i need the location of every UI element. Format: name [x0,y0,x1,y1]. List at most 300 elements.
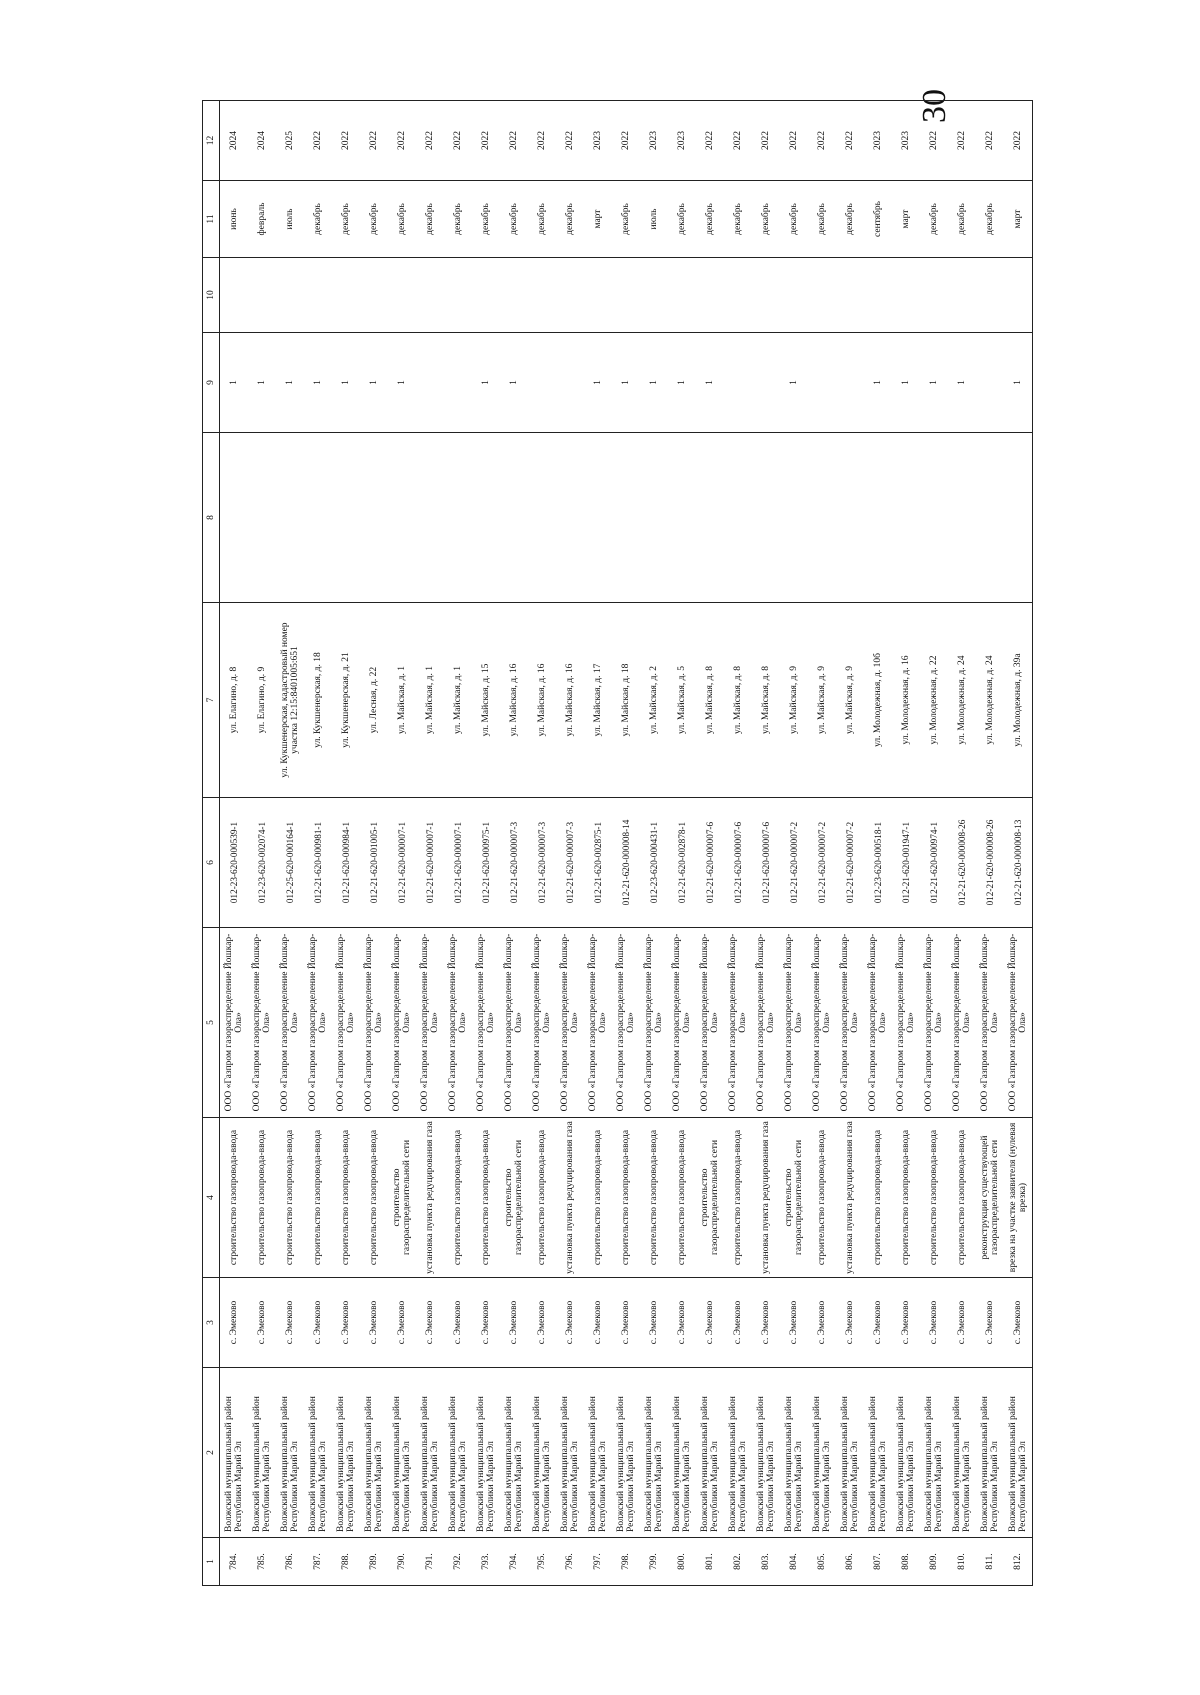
code-cell: 012-21-620-001005-1 [360,798,388,928]
row-number-cell: 792. [444,1538,472,1586]
column-8-cell [836,433,864,603]
column-10-cell [528,258,556,333]
column-8-cell [584,433,612,603]
column-10-cell [948,258,976,333]
organization-cell: ООО «Газпром газораспределение Йошкар-Ола» [976,928,1004,1118]
month-cell: июль [640,181,668,258]
column-8-cell [444,433,472,603]
table-row [388,101,416,1586]
district-cell: Волжский муниципальный район Республики Марий Эл [836,1368,864,1538]
column-9-cell [808,333,836,433]
village-cell: с. Эмеково [668,1278,696,1368]
code-cell: 012-21-620-000007-1 [416,798,444,928]
table-row [920,101,948,1586]
year-cell: 2023 [640,101,668,181]
column-8-cell [780,433,808,603]
village-cell: с. Эмеково [780,1278,808,1368]
row-number-cell: 809. [920,1538,948,1586]
organization-cell: ООО «Газпром газораспределение Йошкар-Ола» [416,928,444,1118]
column-10-cell [640,258,668,333]
year-cell: 2022 [948,101,976,181]
column-10-cell [920,258,948,333]
month-cell: февраль [248,181,276,258]
code-cell: 012-21-620-000007-2 [780,798,808,928]
work-type-cell: строительство газопровода-ввода [892,1118,920,1278]
header-cell: 9 [203,333,220,433]
address-cell: ул. Майская, д. 9 [836,603,864,798]
year-cell: 2022 [612,101,640,181]
district-cell: Волжский муниципальный район Республики Марий Эл [220,1368,249,1538]
column-10-cell [276,258,304,333]
column-9-cell [416,333,444,433]
column-10-cell [668,258,696,333]
column-8-cell [416,433,444,603]
district-cell: Волжский муниципальный район Республики Марий Эл [528,1368,556,1538]
organization-cell: ООО «Газпром газораспределение Йошкар-Ола» [276,928,304,1118]
table-row [780,101,808,1586]
column-9-cell: 1 [668,333,696,433]
table-row [500,101,528,1586]
column-9-cell [752,333,780,433]
column-8-cell [976,433,1004,603]
month-cell: июнь [220,181,249,258]
column-9-cell: 1 [332,333,360,433]
month-cell: декабрь [920,181,948,258]
table-row [584,101,612,1586]
column-10-cell [612,258,640,333]
work-type-cell: установка пункта редуцирования газа [416,1118,444,1278]
year-cell: 2022 [808,101,836,181]
village-cell: с. Эмеково [360,1278,388,1368]
work-type-cell: установка пункта редуцирования газа [556,1118,584,1278]
district-cell: Волжский муниципальный район Республики Марий Эл [584,1368,612,1538]
column-9-cell: 1 [892,333,920,433]
table-row [864,101,892,1586]
year-cell: 2022 [528,101,556,181]
column-9-cell: 1 [500,333,528,433]
row-number-cell: 785. [248,1538,276,1586]
table-row [668,101,696,1586]
column-10-cell [416,258,444,333]
organization-cell: ООО «Газпром газораспределение Йошкар-Ола» [444,928,472,1118]
row-number-cell: 802. [724,1538,752,1586]
village-cell: с. Эмеково [220,1278,249,1368]
organization-cell: ООО «Газпром газораспределение Йошкар-Ола» [528,928,556,1118]
village-cell: с. Эмеково [920,1278,948,1368]
district-cell: Волжский муниципальный район Республики Марий Эл [472,1368,500,1538]
organization-cell: ООО «Газпром газораспределение Йошкар-Ола» [612,928,640,1118]
district-cell: Волжский муниципальный район Республики Марий Эл [360,1368,388,1538]
village-cell: с. Эмеково [1004,1278,1033,1368]
column-9-cell: 1 [248,333,276,433]
column-8-cell [892,433,920,603]
village-cell: с. Эмеково [836,1278,864,1368]
column-8-cell [360,433,388,603]
address-cell: ул. Кукшенерская, д. 18 [304,603,332,798]
code-cell: 012-21-620-000007-3 [556,798,584,928]
table-row [248,101,276,1586]
column-8-cell [500,433,528,603]
column-8-cell [612,433,640,603]
year-cell: 2022 [360,101,388,181]
year-cell: 2022 [500,101,528,181]
table-row [556,101,584,1586]
column-9-cell: 1 [1004,333,1033,433]
work-type-cell: строительство газопровода-ввода [668,1118,696,1278]
address-cell: ул. Майская, д. 1 [444,603,472,798]
work-type-cell: строительство газопровода-ввода [444,1118,472,1278]
table-row [696,101,724,1586]
address-cell: ул. Майская, д. 18 [612,603,640,798]
organization-cell: ООО «Газпром газораспределение Йошкар-Ола» [920,928,948,1118]
table-row [444,101,472,1586]
month-cell: март [584,181,612,258]
month-cell: декабрь [696,181,724,258]
year-cell: 2023 [892,101,920,181]
work-type-cell: строительство газопровода-ввода [948,1118,976,1278]
code-cell: 012-21-620-000974-1 [920,798,948,928]
district-cell: Волжский муниципальный район Республики Марий Эл [304,1368,332,1538]
work-type-cell: строительство газопровода-ввода [332,1118,360,1278]
header-cell: 3 [203,1278,220,1368]
address-cell: ул. Кукшенерская, кадастровый номер участка 12:15:8401005:651 [276,603,304,798]
code-cell: 012-21-620-000007-2 [808,798,836,928]
month-cell: декабрь [528,181,556,258]
organization-cell: ООО «Газпром газораспределение Йошкар-Ола» [780,928,808,1118]
column-10-cell [864,258,892,333]
table-row [304,101,332,1586]
village-cell: с. Эмеково [892,1278,920,1368]
table-row [836,101,864,1586]
code-cell: 012-21-620-000975-1 [472,798,500,928]
column-number-row [203,101,220,1586]
work-type-cell: строительство газопровода-ввода [920,1118,948,1278]
code-cell: 012-21-620-000984-1 [332,798,360,928]
work-type-cell: реконструкция существующей газораспределительной сети [976,1118,1004,1278]
code-cell: 012-21-620-000981-1 [304,798,332,928]
organization-cell: ООО «Газпром газораспределение Йошкар-Ола» [1004,928,1033,1118]
code-cell: 012-23-620-000518-1 [864,798,892,928]
row-number-cell: 787. [304,1538,332,1586]
year-cell: 2022 [780,101,808,181]
address-cell: ул. Лесная, д. 22 [360,603,388,798]
work-type-cell: врезка на участке заявителя (нулевая врезка) [1004,1118,1033,1278]
column-10-cell [808,258,836,333]
organization-cell: ООО «Газпром газораспределение Йошкар-Ола» [584,928,612,1118]
column-9-cell: 1 [276,333,304,433]
village-cell: с. Эмеково [556,1278,584,1368]
address-cell: ул. Майская, д. 16 [556,603,584,798]
month-cell: март [1004,181,1033,258]
column-9-cell: 1 [948,333,976,433]
row-number-cell: 811. [976,1538,1004,1586]
row-number-cell: 795. [528,1538,556,1586]
header-cell: 8 [203,433,220,603]
row-number-cell: 803. [752,1538,780,1586]
month-cell: декабрь [360,181,388,258]
header-cell: 6 [203,798,220,928]
code-cell: 012-21-620-000008-14 [612,798,640,928]
organization-cell: ООО «Газпром газораспределение Йошкар-Ола» [640,928,668,1118]
district-cell: Волжский муниципальный район Республики Марий Эл [500,1368,528,1538]
village-cell: с. Эмеково [304,1278,332,1368]
village-cell: с. Эмеково [752,1278,780,1368]
village-cell: с. Эмеково [528,1278,556,1368]
column-10-cell [1004,258,1033,333]
work-type-cell: строительство газопровода-ввода [276,1118,304,1278]
column-8-cell [948,433,976,603]
code-cell: 012-21-620-000007-6 [724,798,752,928]
year-cell: 2022 [416,101,444,181]
work-type-cell: строительство газораспределительной сети [500,1118,528,1278]
row-number-cell: 786. [276,1538,304,1586]
code-cell: 012-21-620-000007-6 [696,798,724,928]
address-cell: ул. Майская, д. 16 [528,603,556,798]
village-cell: с. Эмеково [388,1278,416,1368]
village-cell: с. Эмеково [276,1278,304,1368]
month-cell: декабрь [388,181,416,258]
organization-cell: ООО «Газпром газораспределение Йошкар-Ола» [500,928,528,1118]
organization-cell: ООО «Газпром газораспределение Йошкар-Ола» [948,928,976,1118]
column-8-cell [864,433,892,603]
district-cell: Волжский муниципальный район Республики Марий Эл [724,1368,752,1538]
address-cell: ул. Майская, д. 9 [808,603,836,798]
organization-cell: ООО «Газпром газораспределение Йошкар-Ола» [836,928,864,1118]
year-cell: 2022 [752,101,780,181]
district-cell: Волжский муниципальный район Республики Марий Эл [276,1368,304,1538]
code-cell: 012-21-620-000007-1 [388,798,416,928]
year-cell: 2024 [220,101,249,181]
work-type-cell: строительство газопровода-ввода [612,1118,640,1278]
row-number-cell: 804. [780,1538,808,1586]
address-cell: ул. Молодежная, д. 24 [976,603,1004,798]
row-number-cell: 805. [808,1538,836,1586]
work-type-cell: строительство газораспределительной сети [388,1118,416,1278]
organization-cell: ООО «Газпром газораспределение Йошкар-Ола» [556,928,584,1118]
column-8-cell [528,433,556,603]
work-type-cell: строительство газопровода-ввода [724,1118,752,1278]
column-10-cell [220,258,249,333]
district-cell: Волжский муниципальный район Республики Марий Эл [892,1368,920,1538]
district-cell: Волжский муниципальный район Республики Марий Эл [808,1368,836,1538]
organization-cell: ООО «Газпром газораспределение Йошкар-Ола» [360,928,388,1118]
column-10-cell [752,258,780,333]
village-cell: с. Эмеково [864,1278,892,1368]
column-9-cell: 1 [220,333,249,433]
table-row [892,101,920,1586]
row-number-cell: 791. [416,1538,444,1586]
village-cell: с. Эмеково [584,1278,612,1368]
header-cell: 12 [203,101,220,181]
year-cell: 2022 [388,101,416,181]
column-9-cell: 1 [864,333,892,433]
district-cell: Волжский муниципальный район Республики Марий Эл [976,1368,1004,1538]
table-row [808,101,836,1586]
table-row [220,101,249,1586]
row-number-cell: 794. [500,1538,528,1586]
district-cell: Волжский муниципальный район Республики Марий Эл [1004,1368,1033,1538]
row-number-cell: 800. [668,1538,696,1586]
month-cell: декабрь [416,181,444,258]
column-8-cell [332,433,360,603]
address-cell: ул. Майская, д. 8 [752,603,780,798]
village-cell: с. Эмеково [444,1278,472,1368]
column-10-cell [332,258,360,333]
year-cell: 2022 [724,101,752,181]
village-cell: с. Эмеково [612,1278,640,1368]
table-row [472,101,500,1586]
code-cell: 012-21-620-000008-26 [976,798,1004,928]
column-9-cell [528,333,556,433]
address-cell: ул. Майская, д. 17 [584,603,612,798]
year-cell: 2023 [668,101,696,181]
work-type-cell: строительство газопровода-ввода [220,1118,249,1278]
year-cell: 2023 [584,101,612,181]
column-10-cell [472,258,500,333]
year-cell: 2022 [472,101,500,181]
district-cell: Волжский муниципальный район Республики Марий Эл [668,1368,696,1538]
district-cell: Волжский муниципальный район Республики Марий Эл [948,1368,976,1538]
row-number-cell: 789. [360,1538,388,1586]
work-type-cell: строительство газопровода-ввода [528,1118,556,1278]
organization-cell: ООО «Газпром газораспределение Йошкар-Ола» [864,928,892,1118]
column-8-cell [640,433,668,603]
work-type-cell: строительство газопровода-ввода [304,1118,332,1278]
row-number-cell: 807. [864,1538,892,1586]
district-cell: Волжский муниципальный район Республики Марий Эл [388,1368,416,1538]
column-8-cell [304,433,332,603]
code-cell: 012-21-620-002878-1 [668,798,696,928]
column-10-cell [360,258,388,333]
column-8-cell [668,433,696,603]
district-cell: Волжский муниципальный район Республики Марий Эл [640,1368,668,1538]
code-cell: 012-21-620-000007-3 [528,798,556,928]
month-cell: декабрь [556,181,584,258]
column-9-cell: 1 [388,333,416,433]
header-cell: 1 [203,1538,220,1586]
organization-cell: ООО «Газпром газораспределение Йошкар-Ола» [892,928,920,1118]
row-number-cell: 796. [556,1538,584,1586]
column-9-cell: 1 [612,333,640,433]
column-10-cell [696,258,724,333]
header-cell: 4 [203,1118,220,1278]
address-cell: ул. Майская, д. 8 [724,603,752,798]
column-9-cell: 1 [360,333,388,433]
table-row [416,101,444,1586]
district-cell: Волжский муниципальный район Республики Марий Эл [864,1368,892,1538]
address-cell: ул. Молодежная, д. 16 [892,603,920,798]
column-8-cell [220,433,249,603]
header-cell: 2 [203,1368,220,1538]
column-9-cell: 1 [696,333,724,433]
rotated-table-container [202,101,1082,1586]
year-cell: 2022 [332,101,360,181]
column-9-cell: 1 [584,333,612,433]
month-cell: декабрь [808,181,836,258]
month-cell: декабрь [304,181,332,258]
work-type-cell: строительство газопровода-ввода [864,1118,892,1278]
row-number-cell: 812. [1004,1538,1033,1586]
code-cell: 012-21-620-002875-1 [584,798,612,928]
column-9-cell: 1 [780,333,808,433]
column-9-cell: 1 [920,333,948,433]
table-body [220,101,1033,1586]
district-cell: Волжский муниципальный район Республики Марий Эл [696,1368,724,1538]
row-number-cell: 797. [584,1538,612,1586]
code-cell: 012-21-620-000007-2 [836,798,864,928]
table-row [948,101,976,1586]
year-cell: 2022 [696,101,724,181]
organization-cell: ООО «Газпром газораспределение Йошкар-Ола» [808,928,836,1118]
district-cell: Волжский муниципальный район Республики Марий Эл [556,1368,584,1538]
district-cell: Волжский муниципальный район Республики Марий Эл [332,1368,360,1538]
month-cell: декабрь [780,181,808,258]
year-cell: 2022 [444,101,472,181]
row-number-cell: 808. [892,1538,920,1586]
address-cell: ул. Молодежная, д. 39а [1004,603,1033,798]
code-cell: 012-21-620-000008-13 [1004,798,1033,928]
table-row [612,101,640,1586]
table-row [1004,101,1033,1586]
table-row [332,101,360,1586]
code-cell: 012-25-620-000164-1 [276,798,304,928]
village-cell: с. Эмеково [416,1278,444,1368]
organization-cell: ООО «Газпром газораспределение Йошкар-Ола» [388,928,416,1118]
address-cell: ул. Кукшенерская, д. 21 [332,603,360,798]
address-cell: ул. Майская, д. 1 [416,603,444,798]
work-type-cell: установка пункта редуцирования газа [836,1118,864,1278]
organization-cell: ООО «Газпром газораспределение Йошкар-Ола» [248,928,276,1118]
row-number-cell: 790. [388,1538,416,1586]
organization-cell: ООО «Газпром газораспределение Йошкар-Ола» [332,928,360,1118]
village-cell: с. Эмеково [248,1278,276,1368]
work-type-cell: строительство газопровода-ввода [808,1118,836,1278]
table-row [724,101,752,1586]
village-cell: с. Эмеково [948,1278,976,1368]
column-9-cell [836,333,864,433]
year-cell: 2022 [976,101,1004,181]
address-cell: ул. Молодежная, д. 10б [864,603,892,798]
district-cell: Волжский муниципальный район Республики Марий Эл [612,1368,640,1538]
code-cell: 012-21-620-001947-1 [892,798,920,928]
column-10-cell [248,258,276,333]
month-cell: декабрь [836,181,864,258]
organization-cell: ООО «Газпром газораспределение Йошкар-Ола» [304,928,332,1118]
code-cell: 012-21-620-000007-6 [752,798,780,928]
month-cell: декабрь [724,181,752,258]
column-10-cell [500,258,528,333]
month-cell: декабрь [976,181,1004,258]
work-type-cell: строительство газопровода-ввода [472,1118,500,1278]
village-cell: с. Эмеково [500,1278,528,1368]
work-type-cell: строительство газопровода-ввода [584,1118,612,1278]
address-cell: ул. Майская, д. 15 [472,603,500,798]
organization-cell: ООО «Газпром газораспределение Йошкар-Ола» [752,928,780,1118]
month-cell: декабрь [332,181,360,258]
address-cell: ул. Молодежная, д. 22 [920,603,948,798]
address-cell: ул. Майская, д. 5 [668,603,696,798]
column-8-cell [388,433,416,603]
column-8-cell [472,433,500,603]
page-number: 30 [916,89,953,123]
code-cell: 012-23-620-002074-1 [248,798,276,928]
village-cell: с. Эмеково [976,1278,1004,1368]
column-8-cell [752,433,780,603]
month-cell: декабрь [752,181,780,258]
month-cell: декабрь [472,181,500,258]
column-9-cell [556,333,584,433]
address-cell: ул. Майская, д. 16 [500,603,528,798]
